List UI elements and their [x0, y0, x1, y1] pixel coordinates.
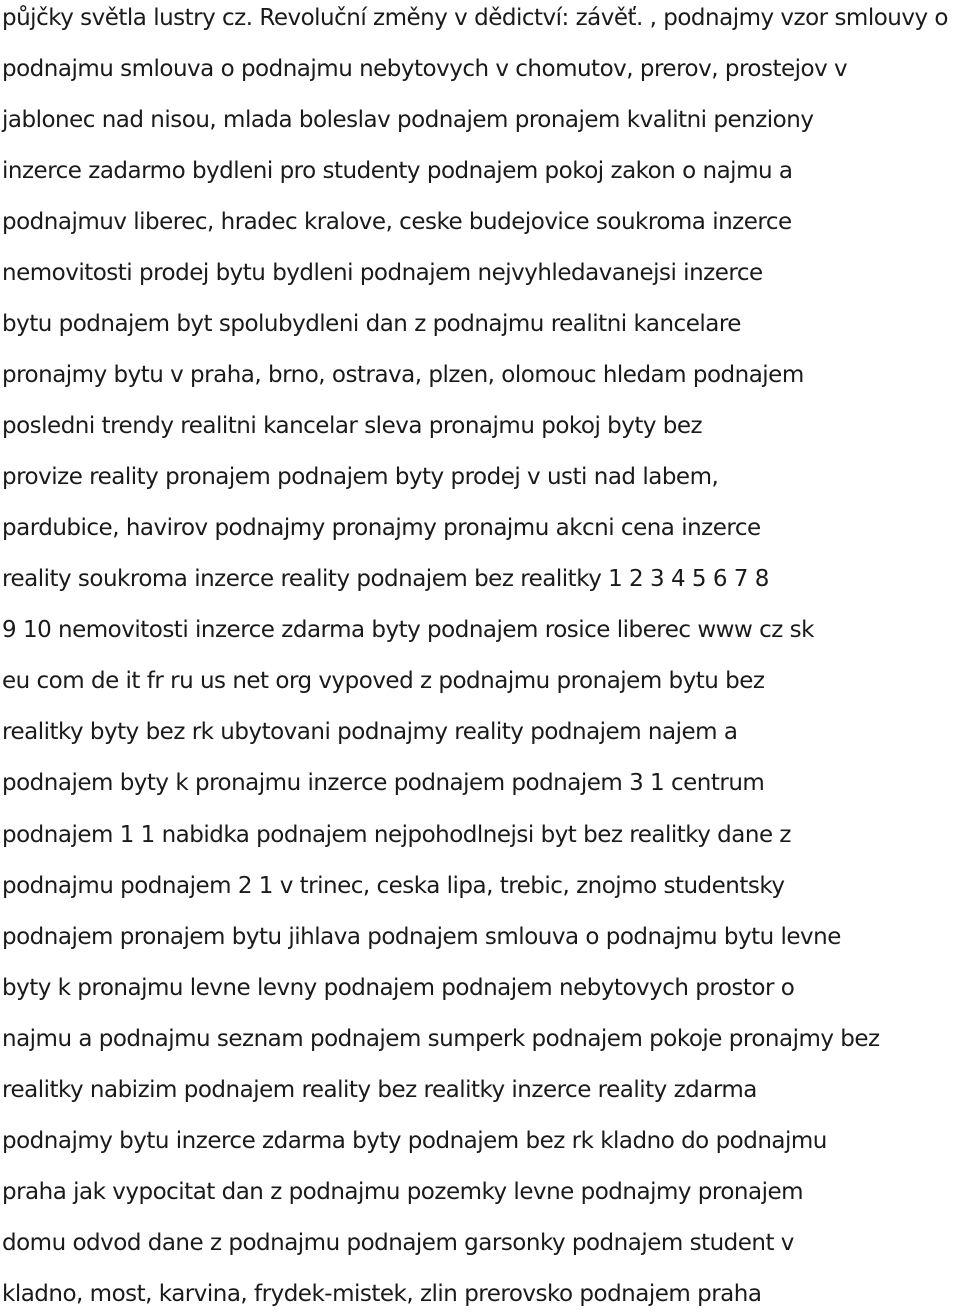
text-line: podnajmu smlouva o podnajmu nebytovych v chomutov, prerov, prostejov v	[2, 56, 848, 82]
text-line: najmu a podnajmu seznam podnajem sumperk podnajem pokoje pronajmy bez	[2, 1026, 880, 1052]
text-line: nemovitosti prodej bytu bydleni podnajem nejvyhledavanejsi inzerce	[2, 260, 763, 286]
text-line: kladno, most, karvina, frydek-mistek, zlin prerovsko podnajem praha	[2, 1281, 762, 1307]
text-line: realitky byty bez rk ubytovani podnajmy reality podnajem najem a	[2, 719, 738, 745]
text-line: podnajem byty k pronajmu inzerce podnajem podnajem 3 1 centrum	[2, 770, 765, 796]
text-line: podnajmuv liberec, hradec kralove, ceske budejovice soukroma inzerce	[2, 209, 792, 235]
text-line: eu com de it fr ru us net org vypoved z podnajmu pronajem bytu bez	[2, 668, 765, 694]
text-line: půjčky světla lustry cz. Revoluční změny v dědictví: závěť. , podnajmy vzor smlouvy o	[2, 5, 948, 31]
text-line: praha jak vypocitat dan z podnajmu pozemky levne podnajmy pronajem	[2, 1179, 804, 1205]
text-line: pronajmy bytu v praha, brno, ostrava, plzen, olomouc hledam podnajem	[2, 362, 804, 388]
text-line: posledni trendy realitni kancelar sleva pronajmu pokoj byty bez	[2, 413, 703, 439]
text-line: bytu podnajem byt spolubydleni dan z podnajmu realitni kancelare	[2, 311, 741, 337]
text-line: pardubice, havirov podnajmy pronajmy pronajmu akcni cena inzerce	[2, 515, 761, 541]
text-line: podnajmu podnajem 2 1 v trinec, ceska lipa, trebic, znojmo studentsky	[2, 873, 785, 899]
text-line: podnajmy bytu inzerce zdarma byty podnajem bez rk kladno do podnajmu	[2, 1128, 827, 1154]
text-line: realitky nabizim podnajem reality bez realitky inzerce reality zdarma	[2, 1077, 757, 1103]
text-line: reality soukroma inzerce reality podnajem bez realitky 1 2 3 4 5 6 7 8	[2, 566, 769, 592]
text-line: jablonec nad nisou, mlada boleslav podnajem pronajem kvalitni penziony	[2, 107, 814, 133]
text-line: byty k pronajmu levne levny podnajem podnajem nebytovych prostor o	[2, 975, 795, 1001]
text-line: inzerce zadarmo bydleni pro studenty podnajem pokoj zakon o najmu a	[2, 158, 793, 184]
text-line: podnajem pronajem bytu jihlava podnajem smlouva o podnajmu bytu levne	[2, 924, 841, 950]
text-line: 9 10 nemovitosti inzerce zdarma byty podnajem rosice liberec www cz sk	[2, 617, 814, 643]
text-line: provize reality pronajem podnajem byty prodej v usti nad labem,	[2, 464, 719, 490]
text-line: podnajem 1 1 nabidka podnajem nejpohodlnejsi byt bez realitky dane z	[2, 822, 791, 848]
text-line: domu odvod dane z podnajmu podnajem garsonky podnajem student v	[2, 1230, 794, 1256]
